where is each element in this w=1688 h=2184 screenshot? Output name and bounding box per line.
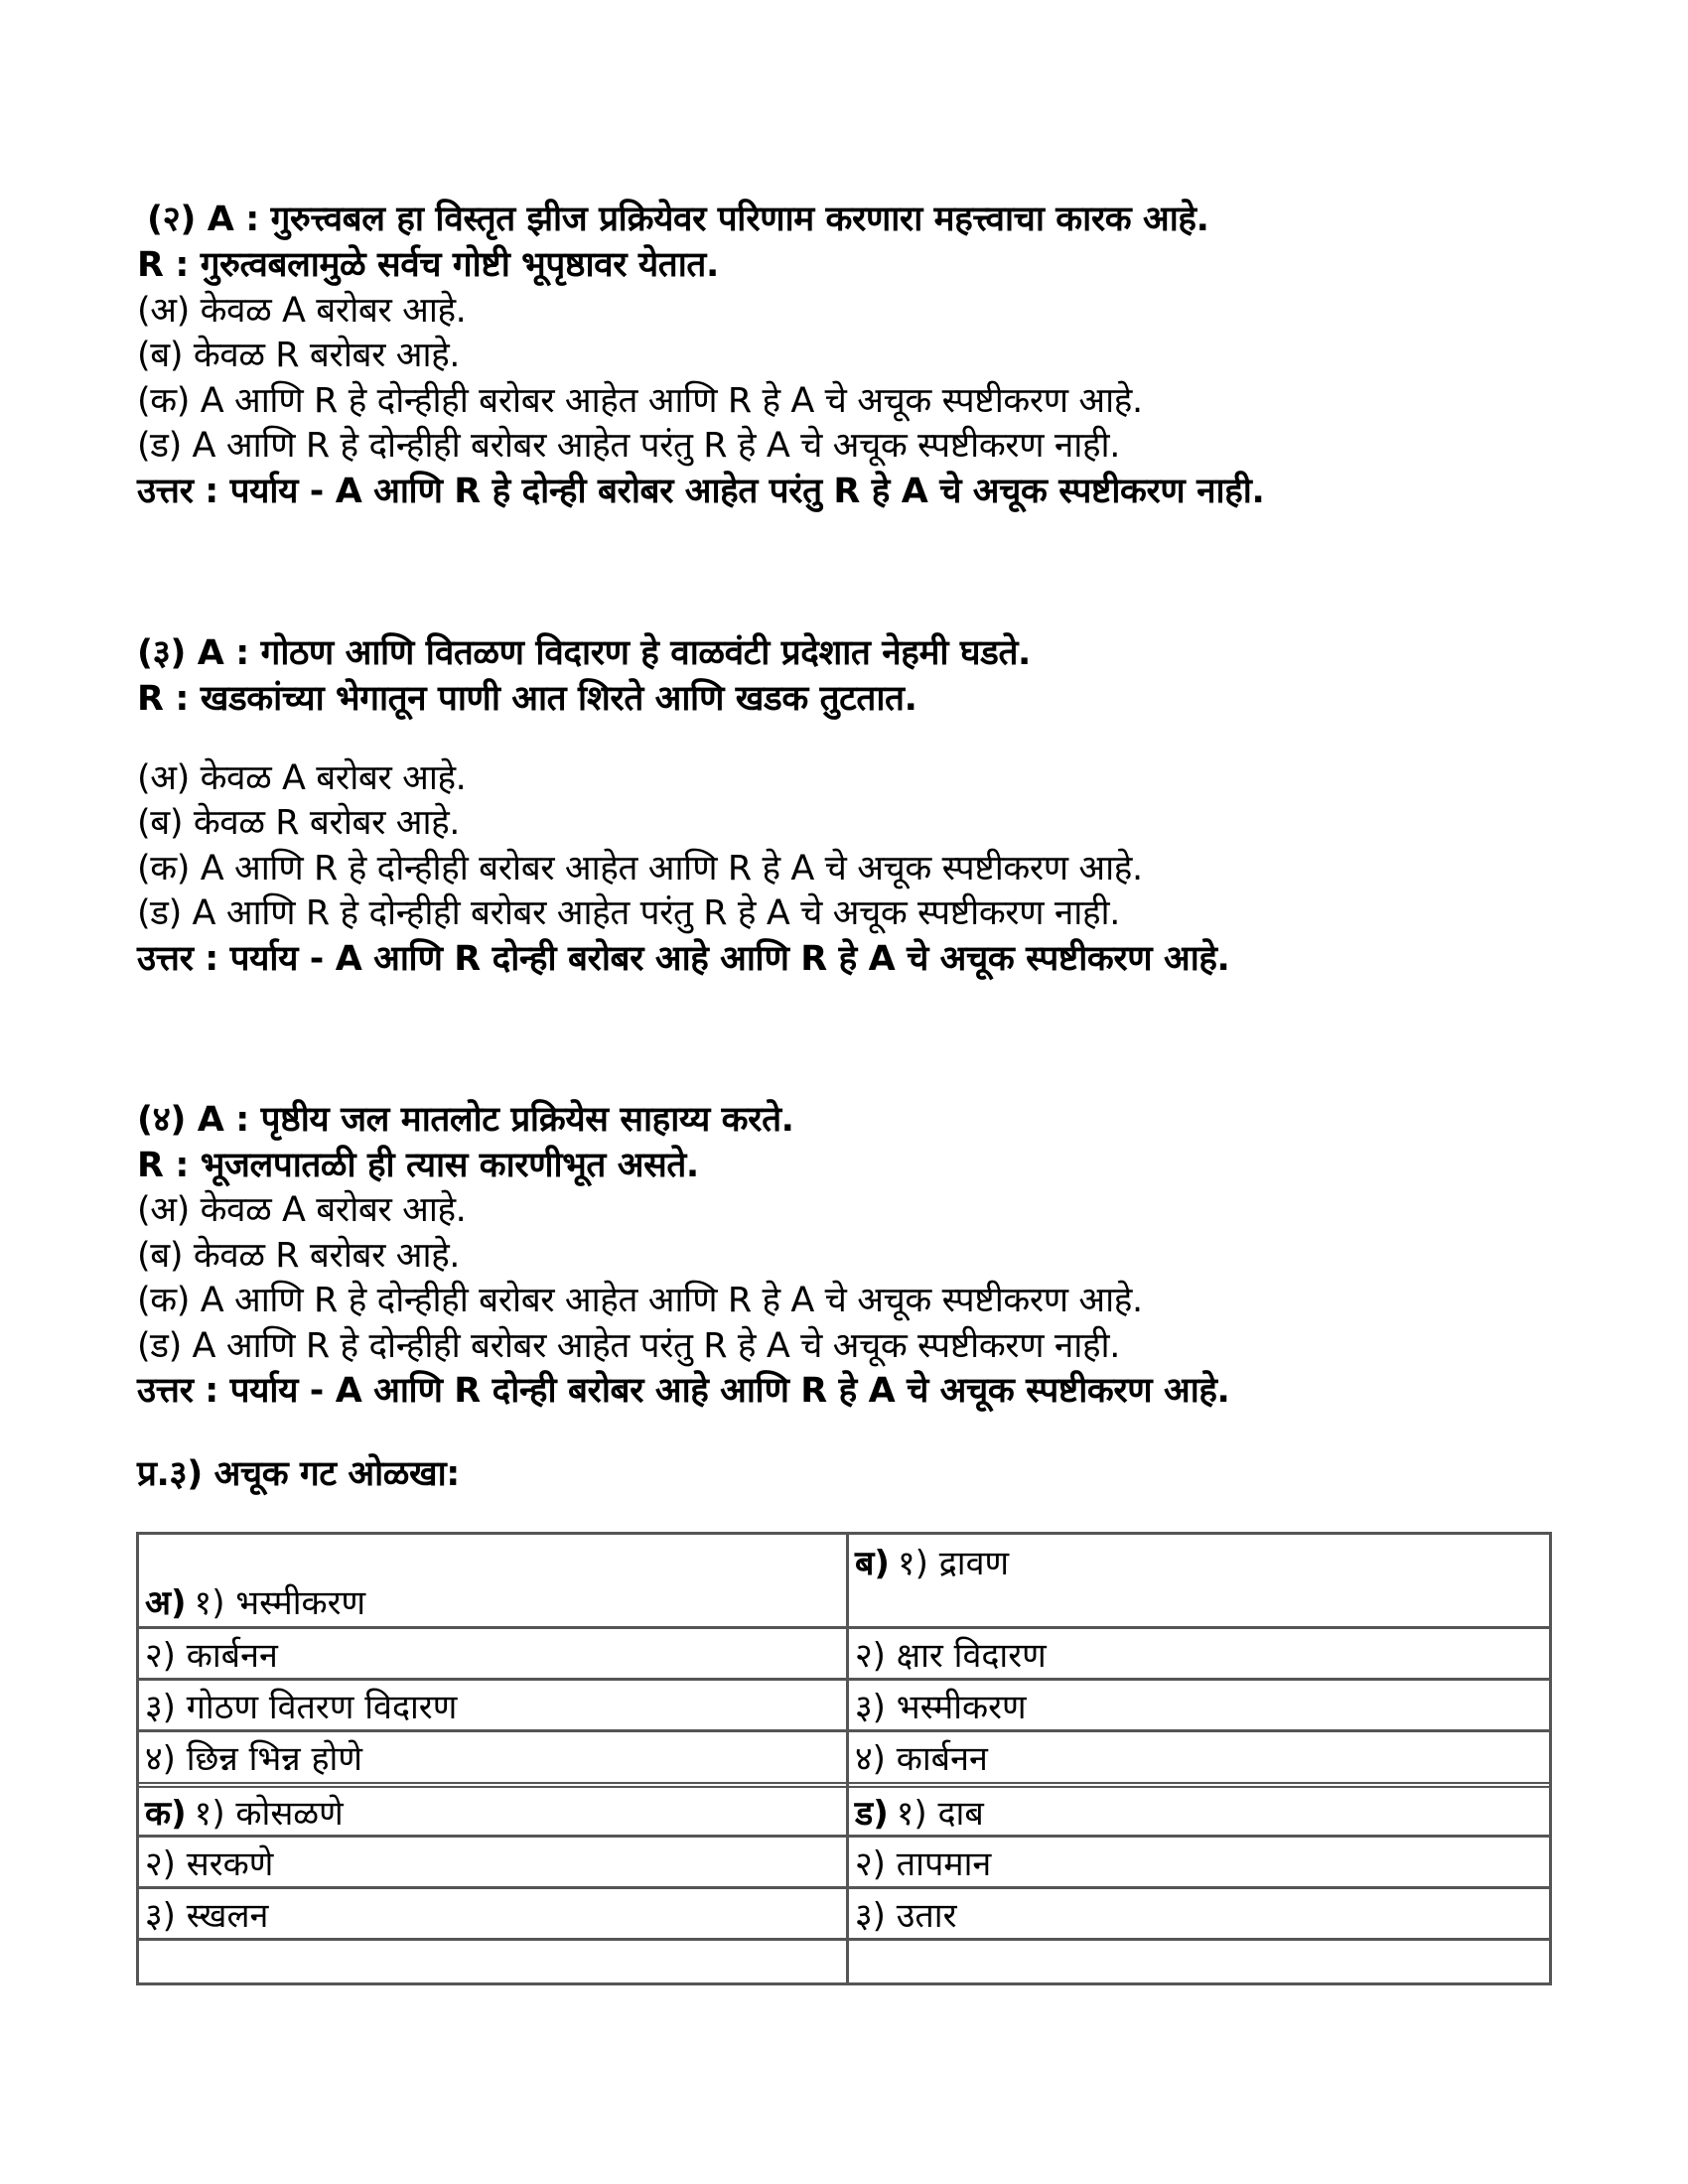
cell-text: ३) गोठण वितरण विदारण [145, 1687, 458, 1727]
table-row [139, 1629, 1549, 1681]
q2-option-c: (क) A आणि R हे दोन्हीही बरोबर आहेत आणि R हे A चे अचूक स्पष्टीकरण आहे. [137, 381, 1143, 421]
cell-text: २) कार्बनन [145, 1635, 278, 1676]
group-label-b: ब) [855, 1544, 890, 1583]
q4-option-a: (अ) केवळ A बरोबर आहे. [137, 1190, 467, 1230]
table-cell-right [849, 1941, 1549, 1985]
q4-option-d: (ड) A आणि R हे दोन्हीही बरोबर आहेत परंतु R हे A चे अचूक स्पष्टीकरण नाही. [137, 1326, 1120, 1366]
q2-option-b: (ब) केवळ R बरोबर आहे. [137, 336, 461, 375]
table-row [139, 1838, 1549, 1889]
cell-text: १) दाब [896, 1793, 984, 1834]
q3-option-d: (ड) A आणि R हे दोन्हीही बरोबर आहेत परंतु R हे A चे अचूक स्पष्टीकरण नाही. [137, 893, 1120, 933]
q4-answer: उत्तर : पर्याय - A आणि R दोन्ही बरोबर आहे आणि R हे A चे अचूक स्पष्टीकरण आहे. [137, 1371, 1230, 1411]
q3-answer: उत्तर : पर्याय - A आणि R दोन्ही बरोबर आहे आणि R हे A चे अचूक स्पष्टीकरण आहे. [137, 939, 1230, 979]
cell-text: ३) स्खलन [145, 1895, 269, 1936]
q4-assertion: (४) A : पृष्ठीय जल मातलोट प्रक्रियेस साहाय्य करते. [137, 1100, 794, 1140]
q2-reason: R : गुरुत्वबलामुळे सर्वच गोष्टी भूपृष्ठावर येतात. [137, 245, 719, 285]
cell-text: २) सरकणे [145, 1843, 274, 1884]
q3-assertion: (३) A : गोठण आणि वितळण विदारण हे वाळवंटी प्रदेशात नेहमी घडते. [137, 633, 1031, 673]
q2-answer: उत्तर : पर्याय - A आणि R हे दोन्ही बरोबर आहेत परंतु R हे A चे अचूक स्पष्टीकरण नाही. [137, 472, 1265, 511]
table-cell-left [139, 1788, 846, 1835]
cell-text: १) कोसळणे [194, 1793, 344, 1834]
cell-text: ३) उतार [855, 1895, 957, 1936]
table-cell-right [849, 1838, 1549, 1886]
table-row [139, 1535, 1549, 1629]
group-label-c: क) [145, 1793, 187, 1834]
q2-assertion: (२) A : गुरुत्त्वबल हा विस्तृत झीज प्रक्रियेवर परिणाम करणारा महत्त्वाचा कारक आहे. [147, 200, 1209, 239]
cell-text: २) तापमान [855, 1843, 992, 1884]
q2-option-a: (अ) केवळ A बरोबर आहे. [137, 291, 467, 331]
table-cell-right [849, 1681, 1549, 1729]
q3-option-a: (अ) केवळ A बरोबर आहे. [137, 758, 467, 798]
table-row [139, 1941, 1549, 1985]
q3-option-c: (क) A आणि R हे दोन्हीही बरोबर आहेत आणि R हे A चे अचूक स्पष्टीकरण आहे. [137, 849, 1143, 888]
q3-option-b: (ब) केवळ R बरोबर आहे. [137, 803, 461, 843]
cell-text: १) द्रावण [897, 1544, 1010, 1583]
table-row [139, 1732, 1549, 1788]
q4-option-c: (क) A आणि R हे दोन्हीही बरोबर आहेत आणि R हे A चे अचूक स्पष्टीकरण आहे. [137, 1281, 1143, 1320]
table-cell-right [849, 1889, 1549, 1938]
table-column-divider [846, 1535, 849, 1982]
cell-text: ३) भस्मीकरण [855, 1687, 1027, 1727]
table-cell-right [849, 1788, 1549, 1835]
table-row [139, 1681, 1549, 1732]
group-label-d: ड) [855, 1793, 889, 1834]
table-cell-left [139, 1681, 846, 1729]
table-row [139, 1788, 1549, 1838]
match-table [136, 1532, 1552, 1985]
table-cell-right [849, 1732, 1549, 1782]
table-cell-left [139, 1629, 846, 1678]
section-heading: प्र.३) अचूक गट ओळखा: [137, 1454, 460, 1494]
q4-reason: R : भूजलपातळी ही त्यास कारणीभूत असते. [137, 1146, 699, 1185]
table-cell-left [139, 1838, 846, 1886]
q2-option-d: (ड) A आणि R हे दोन्हीही बरोबर आहेत परंतु R हे A चे अचूक स्पष्टीकरण नाही. [137, 426, 1120, 466]
table-cell-right [849, 1535, 1549, 1626]
q3-reason: R : खडकांच्या भेगातून पाणी आत शिरते आणि खडक तुटतात. [137, 679, 917, 719]
table-cell-left [139, 1732, 846, 1782]
cell-text: २) क्षार विदारण [855, 1635, 1047, 1676]
table-cell-right [849, 1629, 1549, 1678]
group-label-a: अ) [145, 1583, 187, 1623]
cell-text: ४) छिन्न भिन्न होणे [145, 1739, 362, 1779]
table-cell-left [139, 1941, 846, 1985]
table-cell-left [139, 1535, 846, 1626]
q4-option-b: (ब) केवळ R बरोबर आहे. [137, 1236, 461, 1276]
table-row [139, 1889, 1549, 1941]
cell-text: १) भस्मीकरण [194, 1583, 366, 1623]
cell-text: ४) कार्बनन [855, 1739, 988, 1779]
table-cell-left [139, 1889, 846, 1938]
